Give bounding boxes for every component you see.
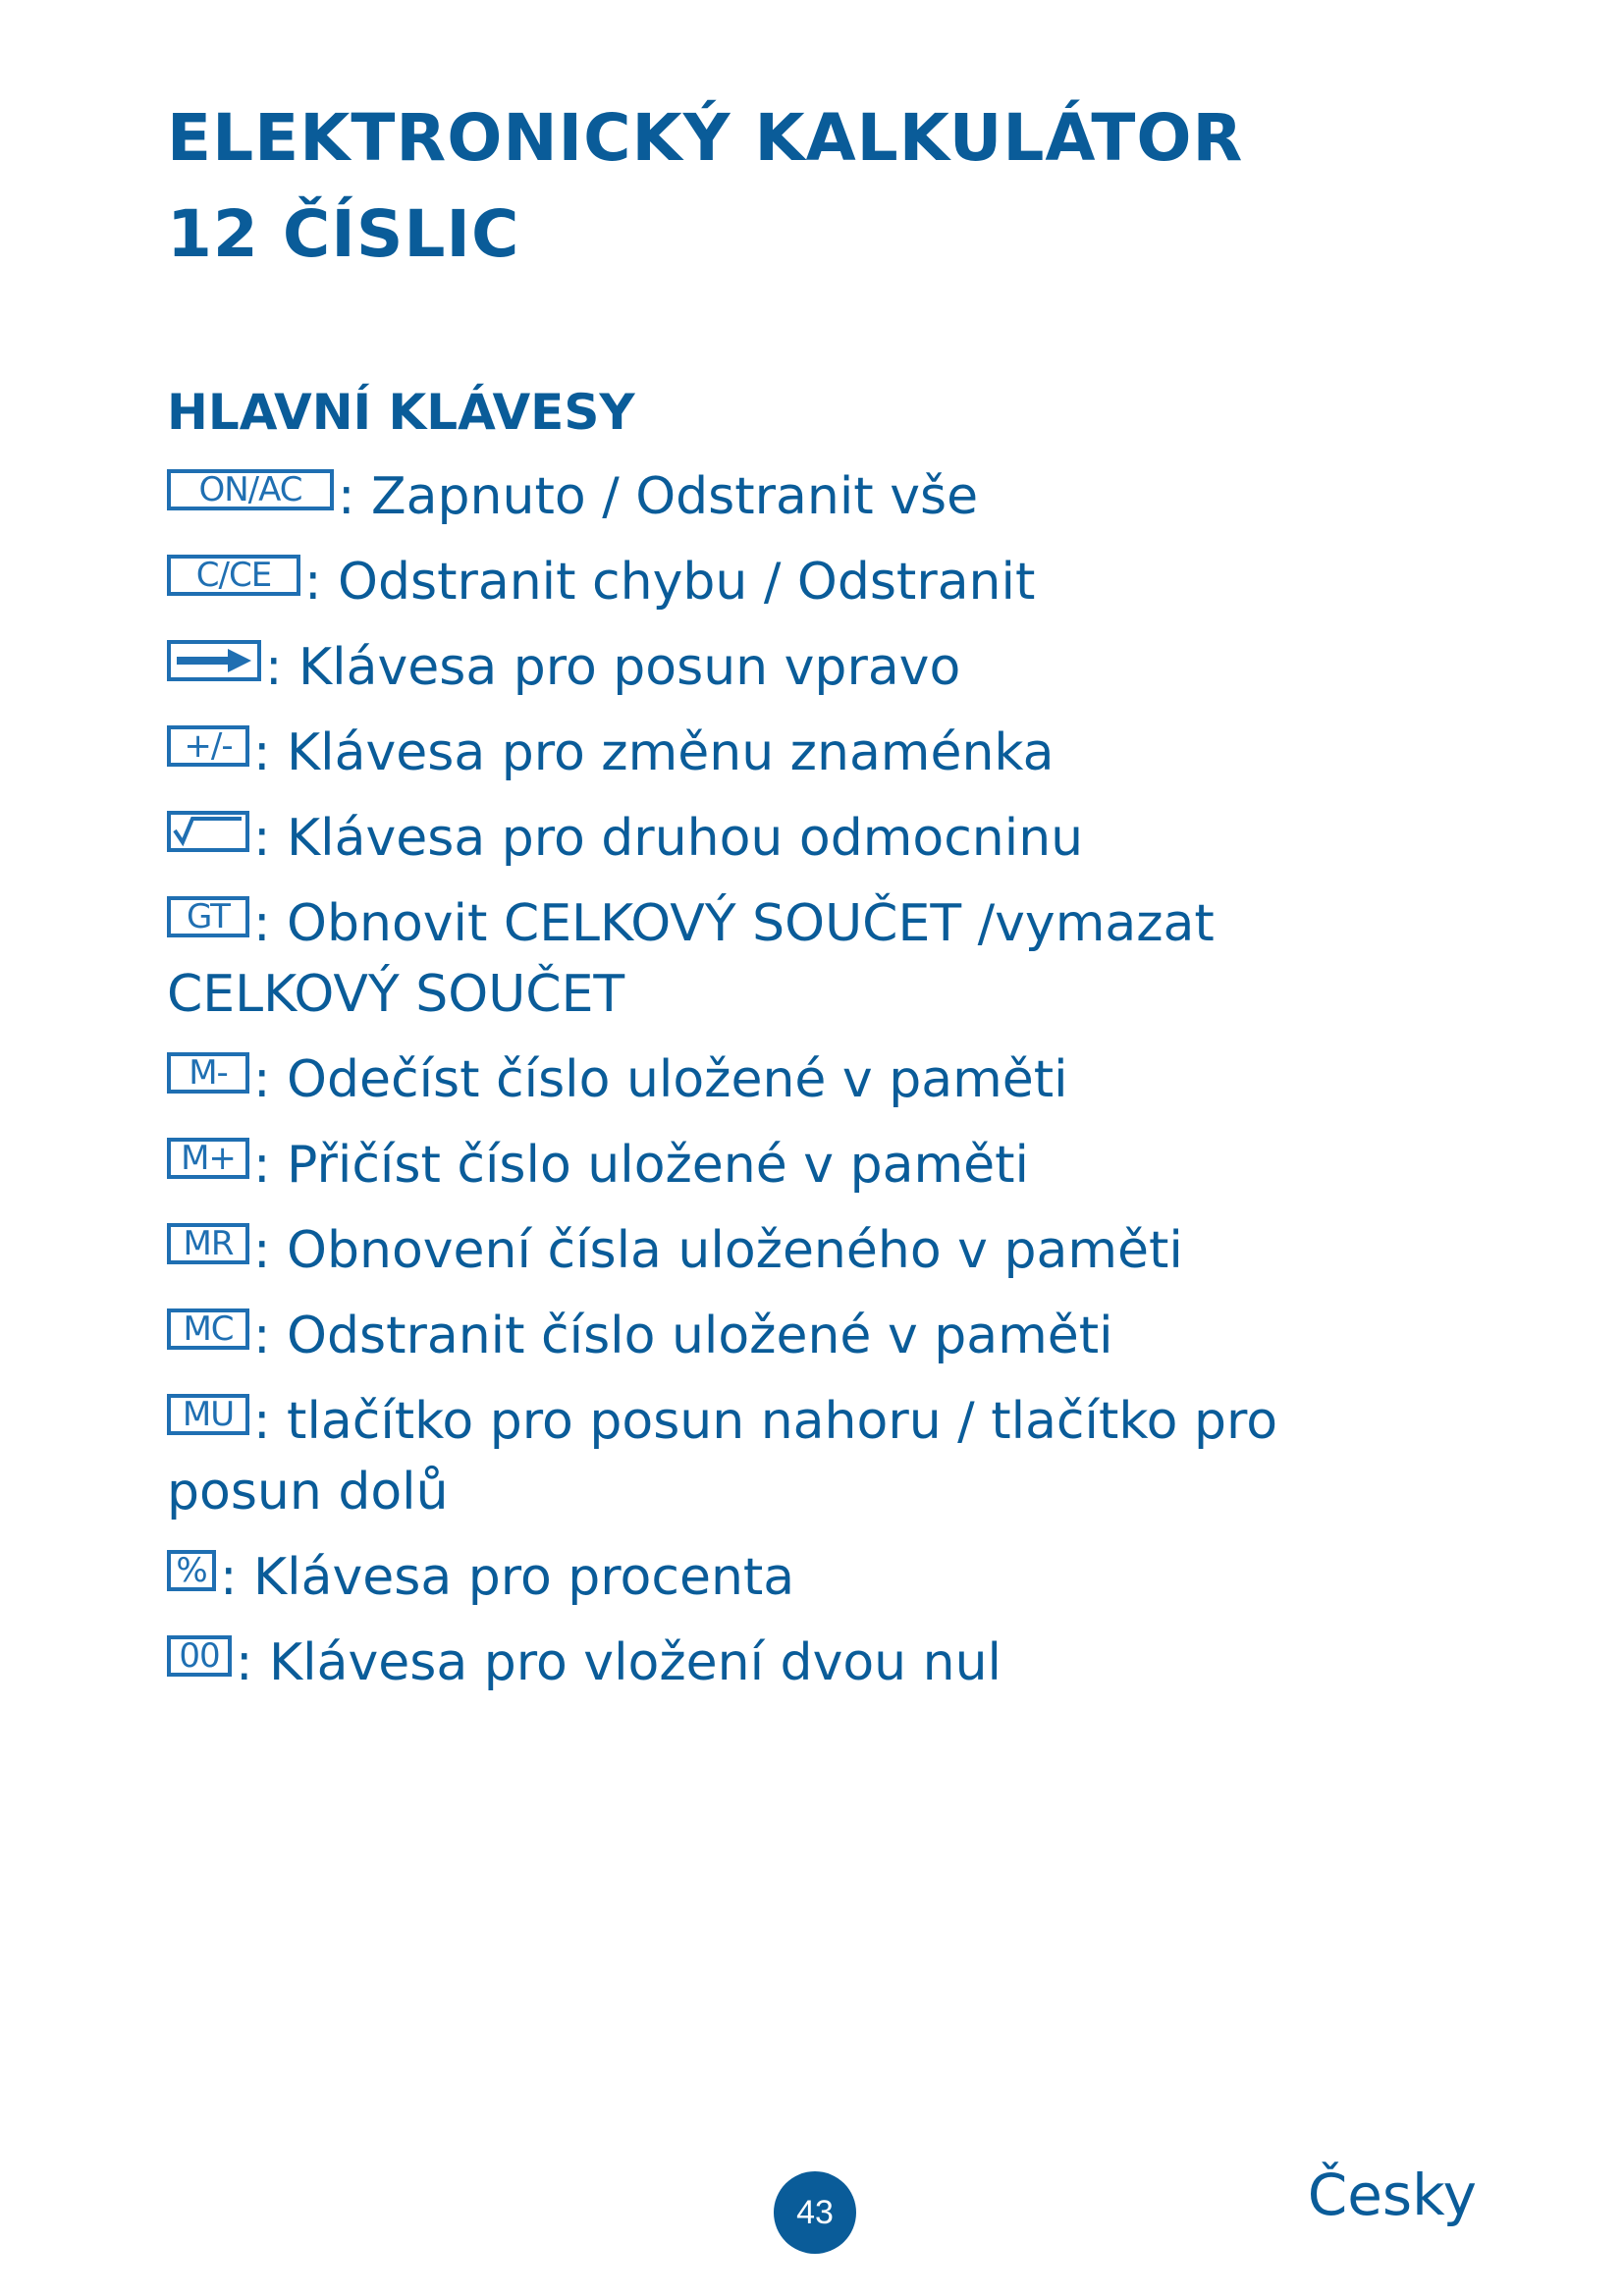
key-row-right-arrow [167,632,1443,703]
language-label: Česky [1307,2162,1477,2228]
key-row-mr [167,1215,1443,1286]
m-plus-key-icon: M+ [167,1138,249,1179]
page-title [167,90,1243,283]
percent-key-icon: % [167,1550,216,1591]
gt-key-icon: GT [167,896,249,937]
key-description: : Obnovení čísla uloženého v paměti [253,1221,1183,1280]
key-description: : Klávesa pro vložení dvou nul [236,1633,1001,1692]
key-row-m-minus [167,1044,1443,1115]
key-description: : Odstranit chybu / Odstranit [304,553,1036,612]
plus-minus-key-icon: +/- [167,725,249,767]
c-ce-key-icon: C/CE [167,555,300,596]
key-row-plus-minus [167,718,1443,788]
key-row-square-root [167,803,1443,874]
key-description: : Přičíst číslo uložené v paměti [253,1136,1029,1195]
mr-key-icon: MR [167,1223,249,1264]
page-number-badge: 43 [774,2171,856,2254]
key-description: : Obnovit CELKOVÝ SOUČET /vymazat CELKOVÝ SOUČET [167,894,1215,1024]
key-description: : Odstranit číslo uložené v paměti [253,1307,1113,1365]
square-root-key-icon [167,811,249,852]
key-row-gt [167,888,1443,1030]
mu-key-icon: MU [167,1394,249,1435]
key-row-double-zero [167,1628,1443,1698]
mc-key-icon: MC [167,1308,249,1350]
key-list [167,461,1443,1713]
key-description: : Klávesa pro posun vpravo [265,638,961,697]
title-line-2: 12 ČÍSLIC [167,196,520,272]
key-row-mu [167,1386,1443,1527]
key-description: : Klávesa pro procenta [220,1548,795,1607]
section-heading: HLAVNÍ KLÁVESY [167,384,635,441]
key-row-on-ac [167,461,1443,532]
key-row-mc [167,1301,1443,1371]
key-row-c-ce [167,547,1443,617]
double-zero-key-icon: 00 [167,1635,232,1677]
m-minus-key-icon: M- [167,1052,249,1094]
key-description: : Klávesa pro druhou odmocninu [253,809,1084,868]
key-row-percent [167,1542,1443,1613]
key-description: : Odečíst číslo uložené v paměti [253,1050,1068,1109]
key-description: : Zapnuto / Odstranit vše [338,467,979,526]
title-line-1: ELEKTRONICKÝ KALKULÁTOR [167,100,1244,176]
key-description: : Klávesa pro změnu znaménka [253,723,1055,782]
key-row-m-plus [167,1130,1443,1201]
key-description: : tlačítko pro posun nahoru / tlačítko pro posun dolů [167,1392,1278,1522]
right-arrow-key-icon [167,640,261,681]
on-ac-key-icon: ON/AC [167,469,334,510]
